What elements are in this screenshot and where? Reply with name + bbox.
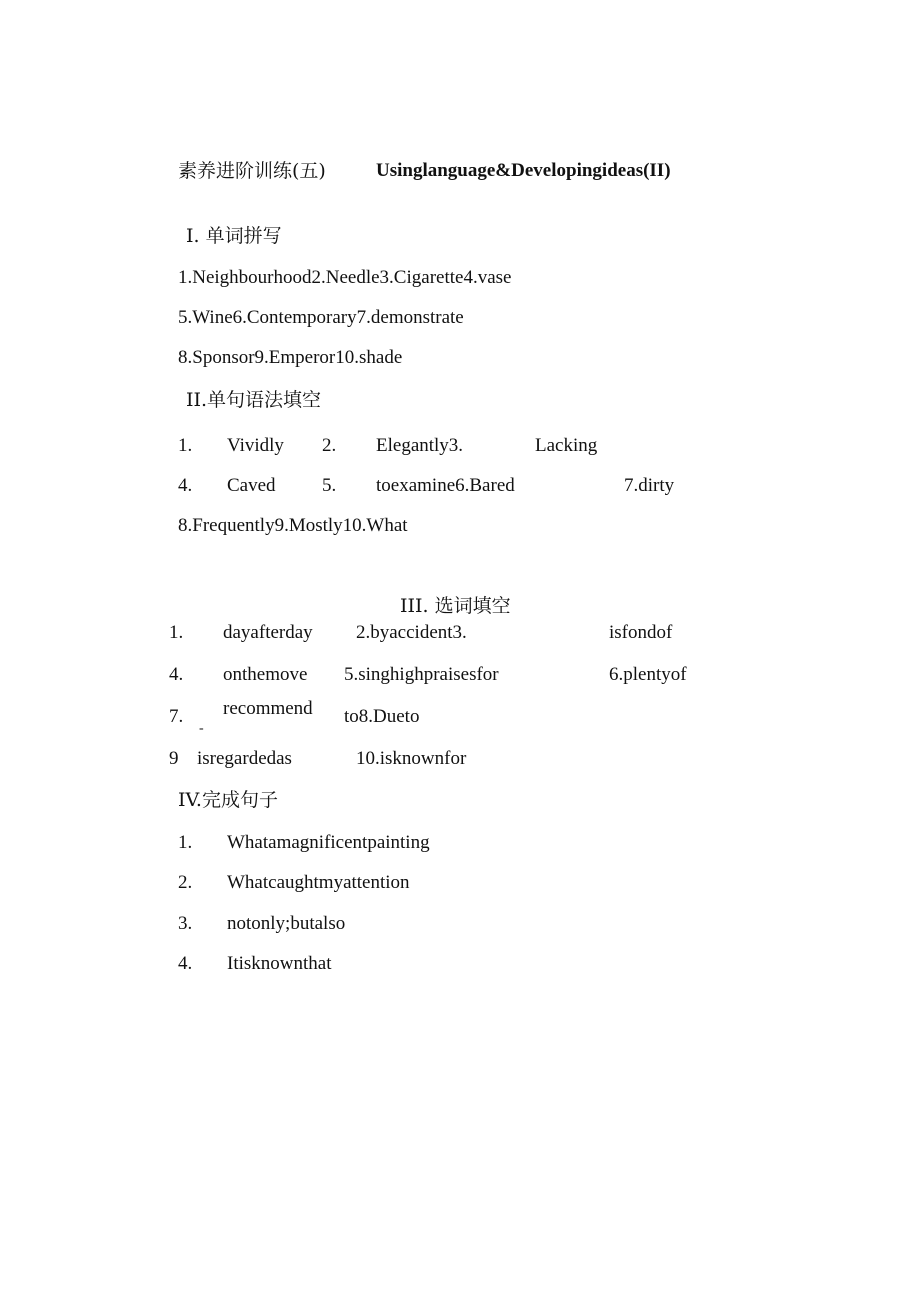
answer-text: Whatcaughtmyattention <box>227 872 410 893</box>
answer-text: 10.isknownfor <box>356 748 467 769</box>
answer-text: isfondof <box>609 622 673 643</box>
item-number: 5. <box>322 475 337 496</box>
answer-text: Vividly <box>227 435 284 456</box>
section-heading-spelling: I. 单词拼写 <box>186 225 282 247</box>
item-number: 4. <box>169 664 184 685</box>
item-number: 1. <box>178 435 193 456</box>
answer-text: notonly;butalso <box>227 913 346 934</box>
answer-text: recommend <box>223 698 313 719</box>
section-heading-word-choice: III. 选词填空 <box>400 595 511 617</box>
answer-line: 5.Wine6.Contemporary7.demonstrate <box>178 307 464 328</box>
answer-text: Caved <box>227 475 276 496</box>
answer-text: Elegantly3. <box>376 435 464 456</box>
answer-text: dayafterday <box>223 622 313 643</box>
answer-text: 2.byaccident3. <box>356 622 467 643</box>
answer-text: to8.Dueto <box>344 706 420 727</box>
item-number: 7. <box>169 706 184 727</box>
answer-text: 7.dirty <box>624 475 675 496</box>
section-heading-sentence-completion: IV.完成句子 <box>178 789 278 811</box>
item-number: 4. <box>178 953 193 974</box>
answer-text: toexamine6.Bared <box>376 475 515 496</box>
item-number: 3. <box>178 913 193 934</box>
answer-text: Whatamagnificentpainting <box>227 832 430 853</box>
answer-line: 8.Frequently9.Mostly10.What <box>178 515 408 536</box>
answer-line: 8.Sponsor9.Emperor10.shade <box>178 347 403 368</box>
answer-text: 5.singhighpraisesfor <box>344 664 499 685</box>
answer-text: onthemove <box>223 664 308 685</box>
title-chinese: 素养进阶训练(五) <box>178 160 326 182</box>
answer-line: 1.Neighbourhood2.Needle3.Cigarette4.vase <box>178 267 512 288</box>
stray-mark: - <box>199 721 204 736</box>
item-number: 1. <box>169 622 184 643</box>
item-number: 9 <box>169 748 179 769</box>
answer-text: isregardedas <box>197 748 292 769</box>
title-english: Usinglanguage&Developingideas(II) <box>376 160 671 181</box>
answer-text: 6.plentyof <box>609 664 687 685</box>
answer-text: Itisknownthat <box>227 953 332 974</box>
section-heading-grammar: II.单句语法填空 <box>186 389 322 411</box>
item-number: 2. <box>322 435 337 456</box>
item-number: 1. <box>178 832 193 853</box>
item-number: 4. <box>178 475 193 496</box>
answer-text: Lacking <box>535 435 598 456</box>
item-number: 2. <box>178 872 193 893</box>
